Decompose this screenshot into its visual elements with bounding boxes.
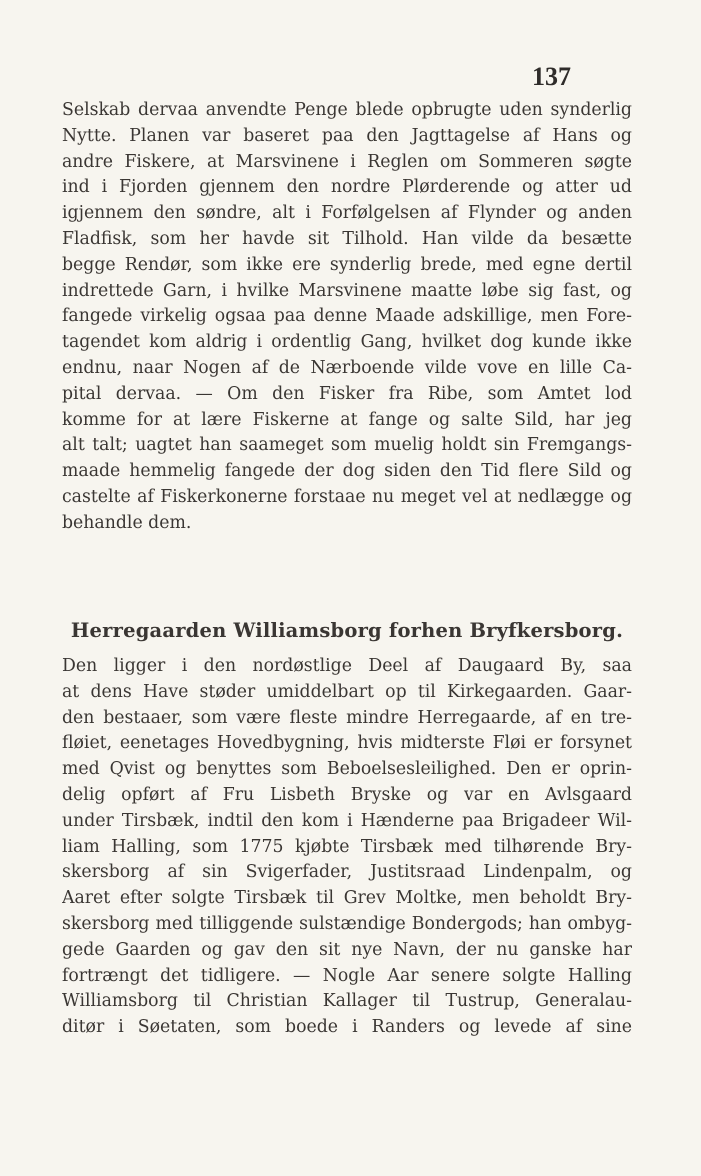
text-line: Selskab dervaa anvendte Penge blede opbrugte uden synderlig <box>62 100 632 120</box>
text-line: alt talt; uagtet han saameget som muelig holdt sin Fremgangs- <box>62 435 632 456</box>
text-line: skersborg af sin Svigerfader, Justitsraad Lindenpalm, og <box>62 862 632 883</box>
text-line: begge Rendør, som ikke ere synderlig brede, med egne dertil <box>62 254 632 275</box>
text-line: maade hemmelig fangede der dog siden den Tid flere Sild og <box>62 461 632 482</box>
text-line: ditør i Søetaten, som boede i Randers og levede af sine <box>62 1017 632 1038</box>
text-line: med Qvist og benyttes som Beboelsesleilighed. Den er oprin- <box>62 759 632 780</box>
page-number: 137 <box>532 62 571 91</box>
text-line: at dens Have støder umiddelbart op til Kirkegaarden. Gaar- <box>62 681 632 702</box>
text-line: Den ligger i den nordøstlige Deel af Daugaard By, saa <box>62 656 632 676</box>
text-line: den bestaaer, som være fleste mindre Herregaarde, af en tre- <box>62 707 632 728</box>
text-line: Nytte. Planen var baseret paa den Jagttagelse af Hans og <box>62 125 632 146</box>
text-line: fangede virkelig ogsaa paa denne Maade adskillige, men Fore- <box>62 306 632 327</box>
paragraph-2 <box>62 654 632 1041</box>
text-line: komme for at lære Fiskerne at fange og salte Sild, har jeg <box>62 409 632 430</box>
text-line: pital dervaa. — Om den Fisker fra Ribe, som Amtet lod <box>62 383 632 404</box>
section-heading: Herregaarden Williamsborg forhen Bryfkersborg. <box>70 619 624 642</box>
paragraph-1 <box>62 98 632 537</box>
text-line: fløiet, eenetages Hovedbygning, hvis midterste Fløi er forsynet <box>62 733 632 754</box>
text-line: fortrængt det tidligere. — Nogle Aar senere solgte Halling <box>62 965 632 986</box>
text-line: endnu, naar Nogen af de Nærboende vilde vove en lille Ca- <box>62 357 632 378</box>
text-line: behandle dem. <box>62 512 192 533</box>
text-line: Williamsborg til Christian Kallager til Tustrup, Generalau- <box>62 991 632 1012</box>
text-line: Fladfisk, som her havde sit Tilhold. Han vilde da besætte <box>62 228 632 249</box>
text-line: skersborg med tilliggende sulstændige Bondergods; han ombyg- <box>62 913 632 934</box>
text-line: liam Halling, som 1775 kjøbte Tirsbæk med tilhørende Bry- <box>62 836 632 857</box>
text-line: Aaret efter solgte Tirsbæk til Grev Moltke, men beholdt Bry- <box>62 888 632 909</box>
text-line: ind i Fjorden gjennem den nordre Plørderende og atter ud <box>62 177 632 198</box>
text-line: igjennem den søndre, alt i Forfølgelsen af Flynder og anden <box>62 203 632 224</box>
text-line: delig opført af Fru Lisbeth Bryske og var en Avlsgaard <box>62 784 632 805</box>
text-line: andre Fiskere, at Marsvinene i Reglen om Sommeren søgte <box>62 151 632 172</box>
text-line: indrettede Garn, i hvilke Marsvinene maatte løbe sig fast, og <box>62 280 632 301</box>
text-line: gede Gaarden og gav den sit nye Navn, der nu ganske har <box>62 939 632 960</box>
text-line: tagendet kom aldrig i ordentlig Gang, hvilket dog kunde ikke <box>62 332 632 353</box>
text-line: castelte af Fiskerkonerne forstaae nu meget vel at nedlægge og <box>62 486 632 507</box>
text-line: under Tirsbæk, indtil den kom i Hænderne paa Brigadeer Wil- <box>62 810 632 831</box>
